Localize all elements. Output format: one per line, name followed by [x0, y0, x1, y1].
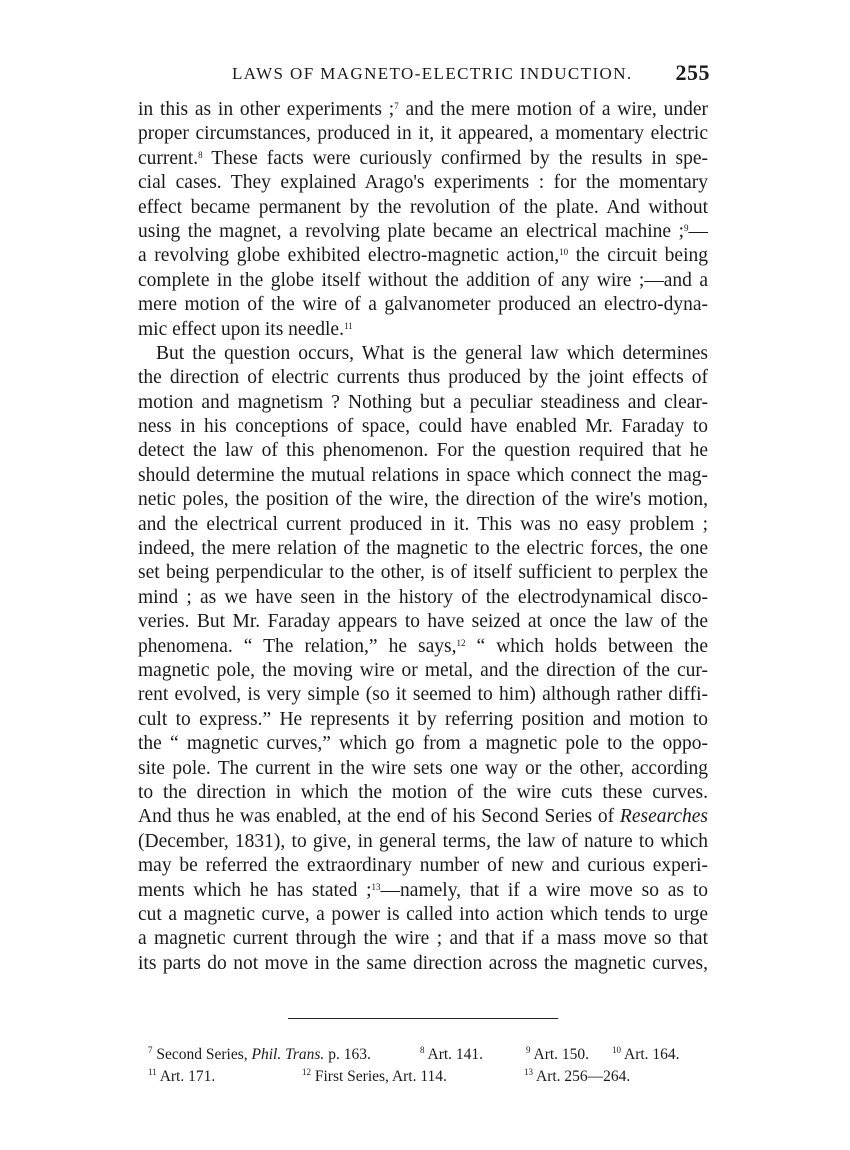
text-line: and the electrical current produced in it. This was no easy problem ;: [138, 513, 708, 535]
text-run: mic effect upon its needle.: [138, 318, 344, 340]
text-line: [138, 635, 708, 659]
running-title: LAWS OF MAGNETO-ELECTRIC INDUCTION.: [232, 64, 633, 83]
text-line: (December, 1831), to give, in general terms, the law of nature to which: [138, 830, 708, 852]
footnote-italic: Phil. Trans.: [251, 1046, 325, 1063]
running-head: [232, 60, 710, 90]
footnote-row: [138, 1066, 708, 1088]
text-line: set being perpendicular to the other, is of itself sufficient to perplex the: [138, 562, 708, 584]
footnote-text: Second Series,: [152, 1046, 252, 1063]
footnote-ref: 8: [198, 149, 203, 160]
text-run: phenomena. “ The relation,” he says,: [138, 635, 457, 657]
text-line: But the question occurs, What is the general law which determines: [156, 342, 708, 364]
text-run: current.: [138, 147, 199, 169]
footnote-mark: 7: [148, 1045, 153, 1055]
footnote-13: [524, 1066, 630, 1088]
text-line: rent evolved, is very simple (so it seemed to him) although rather diffi-: [138, 684, 708, 706]
text-line: [138, 98, 708, 122]
text-line: magnetic pole, the moving wire or metal, and the direction of the cur-: [138, 659, 708, 681]
footnote-mark: 11: [148, 1067, 157, 1077]
footnote-ref: 10: [559, 247, 569, 258]
text-run: —namely, that if a wire move so as to: [380, 879, 708, 901]
text-line: [138, 805, 708, 829]
text-line: [138, 318, 708, 342]
footnote-text: Art. 171.: [156, 1068, 216, 1085]
text-line: site pole. The current in the wire sets one way or the other, according: [138, 757, 708, 779]
text-line: [138, 879, 708, 903]
footnote-8: [420, 1044, 483, 1066]
text-line: [138, 220, 708, 244]
footnote-9: [526, 1044, 589, 1066]
text-line: a magnetic current through the wire ; and that if a mass move so that: [138, 928, 708, 950]
footnote-mark: 8: [420, 1045, 425, 1055]
footnotes: [138, 1044, 708, 1088]
text-run: These facts were curiously confirmed by the results in spe-: [202, 147, 708, 169]
footnote-ref: 7: [394, 101, 399, 111]
text-line: cial cases. They explained Arago's experiments : for the momentary: [138, 172, 708, 194]
footnote-text: First Series, Art. 114.: [311, 1068, 447, 1085]
footnote-ref: 11: [343, 320, 353, 331]
footnote-text: p. 163.: [324, 1046, 371, 1063]
footnote-ref: 12: [456, 637, 466, 648]
footnote-text: Art. 141.: [424, 1046, 484, 1063]
text-line: motion and magnetism ? Nothing but a peculiar steadiness and clear-: [138, 391, 708, 413]
text-run: and the mere motion of a wire, under: [398, 99, 708, 120]
text-run: —: [688, 220, 708, 242]
footnote-mark: 12: [302, 1067, 311, 1077]
text-run: the circuit being: [568, 245, 708, 267]
text-run: a revolving globe exhibited electro-magnetic action,: [138, 245, 560, 267]
footnote-mark: 13: [524, 1067, 533, 1077]
footnote-text: Art. 150.: [530, 1046, 590, 1063]
text-line: to the direction in which the motion of the wire cuts these curves.: [138, 781, 708, 803]
text-line: veries. But Mr. Faraday appears to have seized at once the law of the: [138, 611, 708, 633]
text-line: should determine the mutual relations in space which connect the mag-: [138, 464, 708, 486]
text-line: proper circumstances, produced in it, it appeared, a momentary electric: [138, 123, 708, 145]
text-line: netic poles, the position of the wire, the direction of the wire's motion,: [138, 489, 708, 511]
footnote-divider: [288, 1018, 558, 1019]
text-line: the “ magnetic curves,” which go from a magnetic pole to the oppo-: [138, 733, 708, 755]
text-line: detect the law of this phenomenon. For the question required that he: [138, 440, 708, 462]
footnote-ref: 13: [371, 881, 381, 892]
footnote-mark: 10: [612, 1045, 621, 1055]
text-line: complete in the globe itself without the addition of any wire ;—and a: [138, 269, 708, 291]
page-number: 255: [675, 60, 710, 85]
footnote-mark: 9: [526, 1045, 531, 1055]
text-line: [138, 147, 708, 171]
text-run: And thus he was enabled, at the end of his Second Series of: [138, 806, 620, 828]
body-text: [138, 98, 708, 976]
text-line: the direction of electric currents thus produced by the joint effects of: [138, 367, 708, 389]
text-line: indeed, the mere relation of the magnetic to the electric forces, the one: [138, 538, 708, 560]
footnote-11: [148, 1066, 215, 1088]
italic-title: Researches: [619, 806, 708, 828]
text-run: ments which he has stated ;: [138, 879, 372, 901]
text-line: cult to express.” He represents it by referring position and motion to: [138, 708, 708, 730]
text-line: its parts do not move in the same direction across the magnetic curves,: [138, 952, 708, 974]
footnote-ref: 9: [684, 222, 689, 233]
text-run: using the magnet, a revolving plate became an electrical machine ;: [138, 220, 684, 242]
footnote-12: [302, 1066, 447, 1088]
text-line: effect became permanent by the revolution of the plate. And without: [138, 196, 708, 218]
footnote-7: [148, 1044, 371, 1066]
footnote-text: Art. 164.: [621, 1046, 680, 1063]
text-run: in this as in other experiments ;: [138, 99, 395, 120]
footnote-10: [612, 1044, 680, 1066]
footnote-text: Art. 256—264.: [533, 1068, 631, 1085]
text-line: mere motion of the wire of a galvanometer produced an electro-dyna-: [138, 294, 708, 316]
text-line: may be referred the extraordinary number of new and curious experi-: [138, 855, 708, 877]
footnote-row: [138, 1044, 708, 1066]
text-line: [138, 244, 708, 268]
text-run: “ which holds between the: [465, 635, 708, 657]
text-line: mind ; as we have seen in the history of the electrodynamical disco-: [138, 586, 708, 608]
text-line: cut a magnetic curve, a power is called into action which tends to urge: [138, 903, 708, 925]
text-line: ness in his conceptions of space, could have enabled Mr. Faraday to: [138, 416, 708, 438]
